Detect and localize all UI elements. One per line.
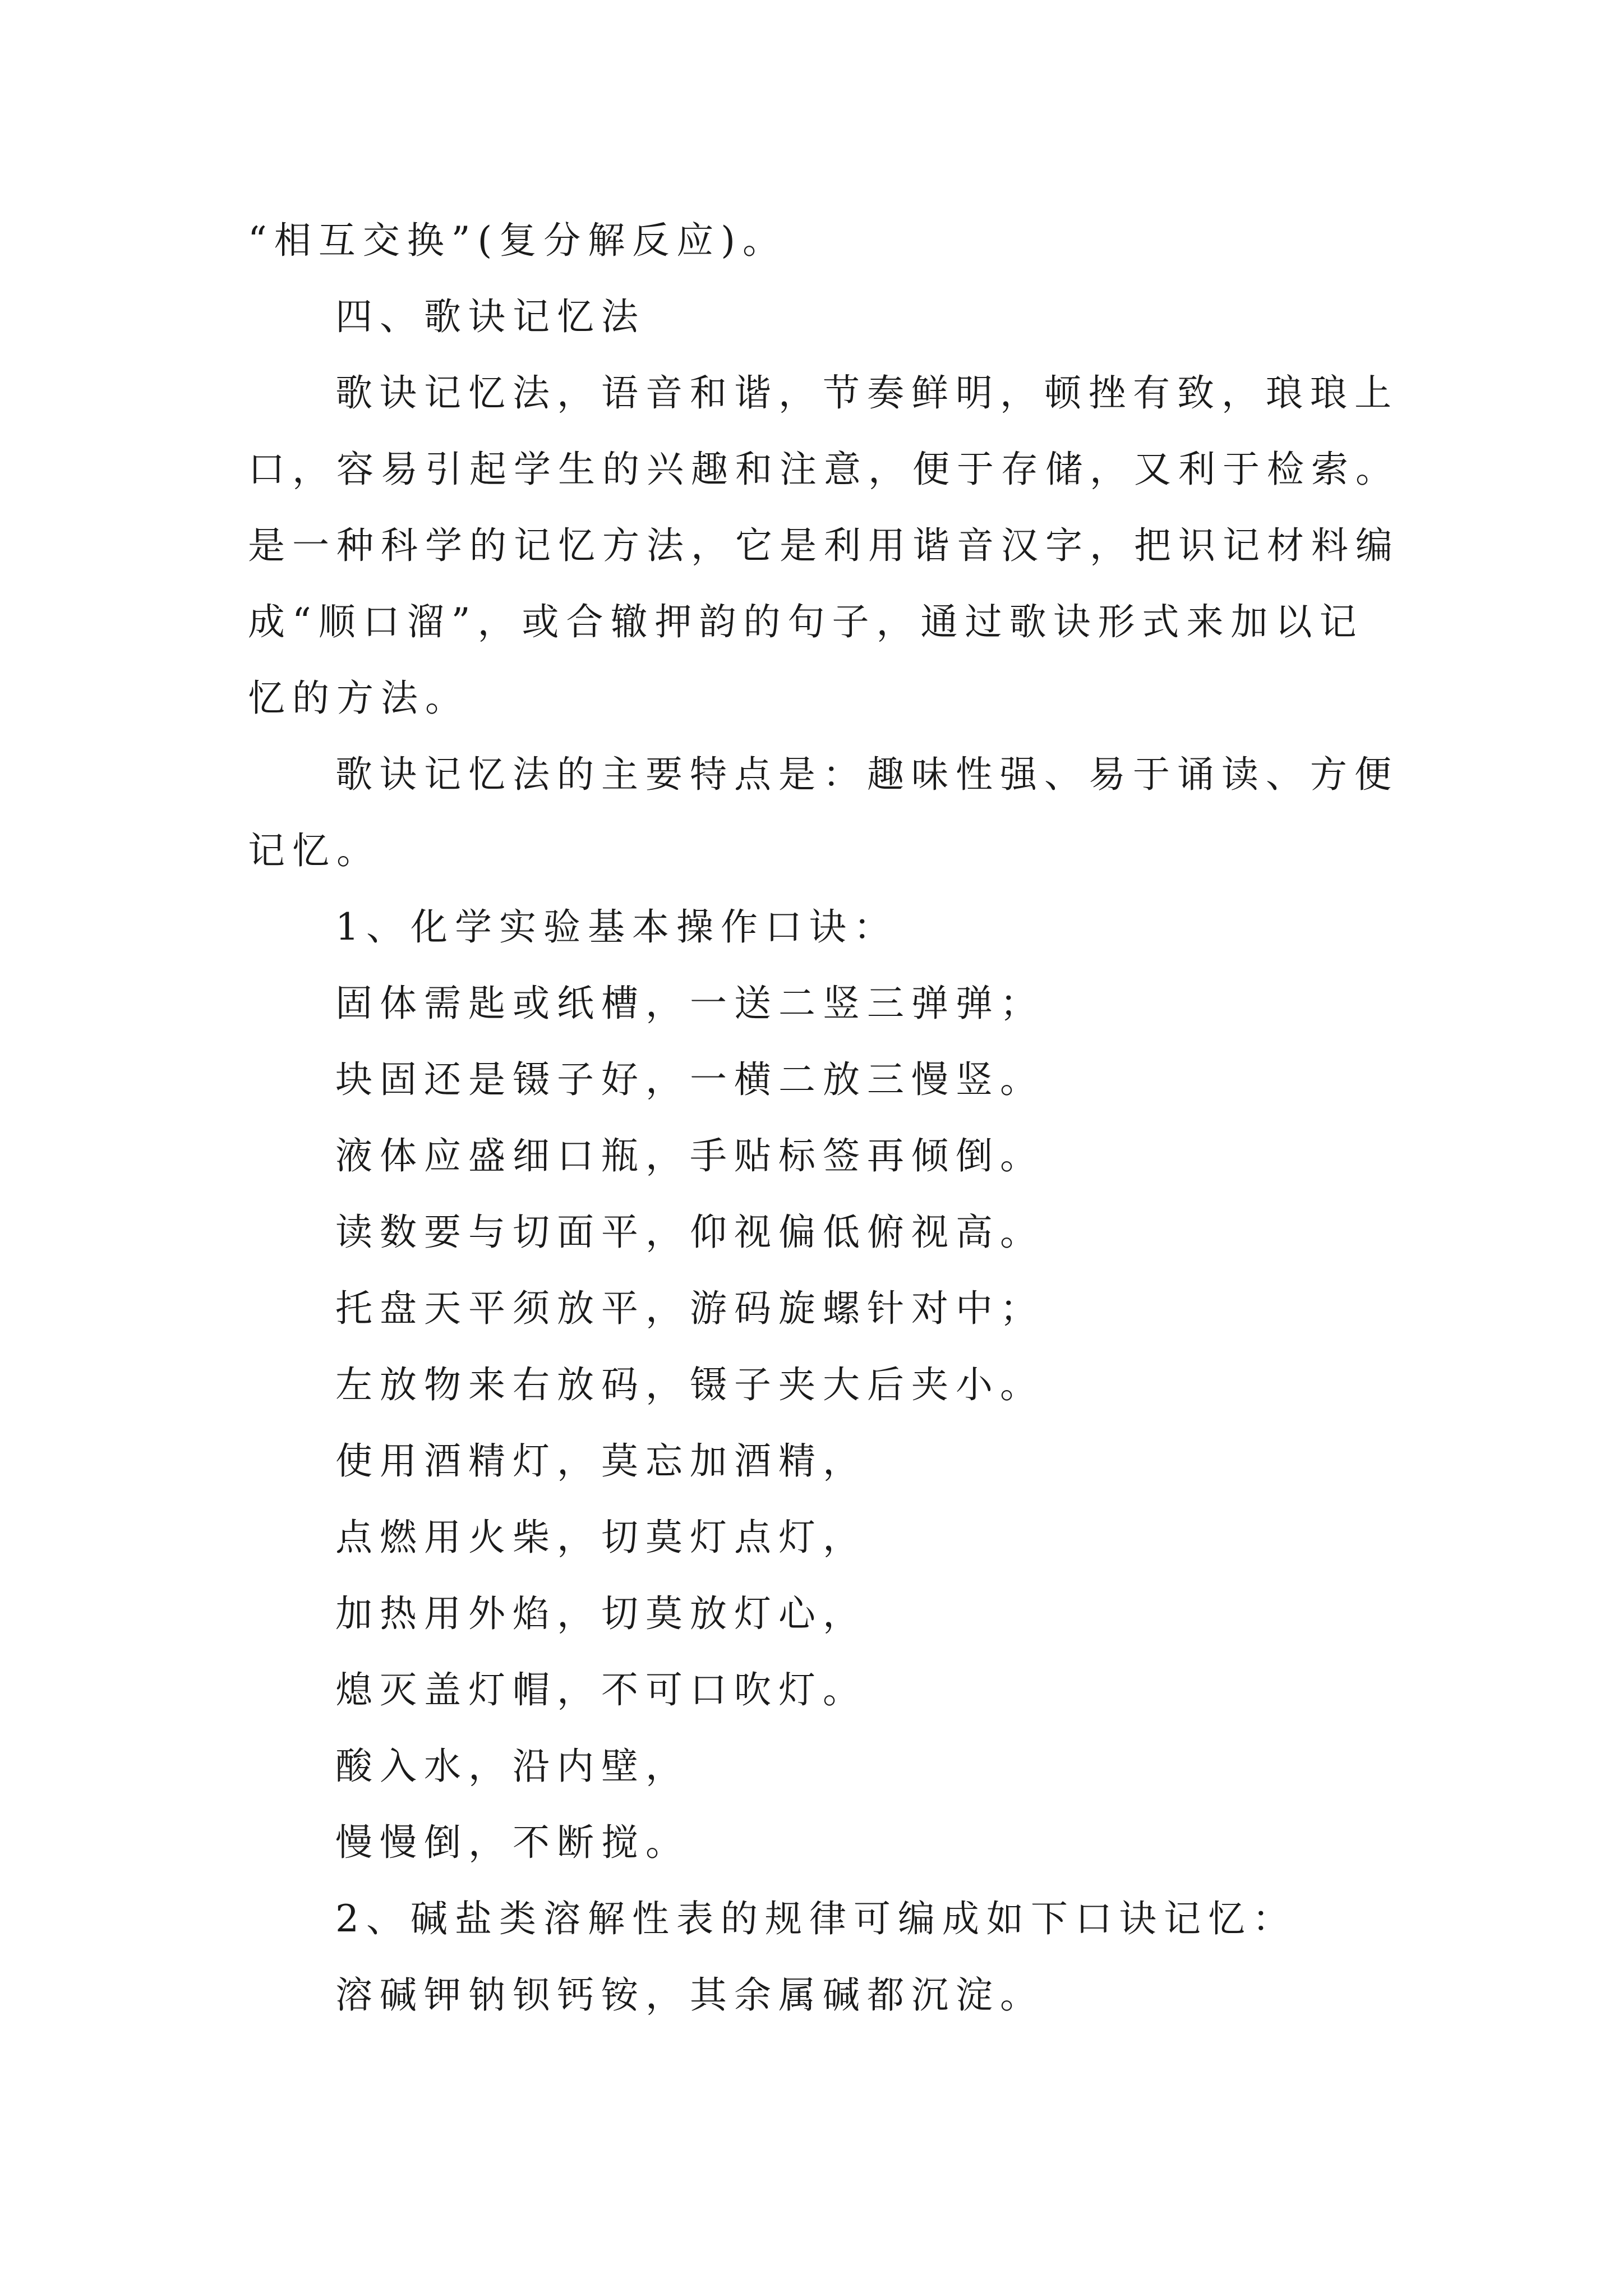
text-line-1: “相互交换”(复分解反应)。 [248,219,787,262]
verse-line-9: 加热用外焰，切莫放灯心， [335,1592,867,1635]
section-heading-4: 四、歌诀记忆法 [335,295,645,338]
verse-line-13: 溶碱钾钠钡钙铵，其余属碱都沉淀。 [335,1973,1044,2017]
text-line-7: 忆的方法。 [248,677,469,720]
subsection-heading-1: 1、化学实验基本操作口诀： [335,905,898,949]
verse-line-2: 块固还是镊子好，一横二放三慢竖。 [335,1058,1044,1101]
text-line-4: 口，容易引起学生的兴趣和注意，便于存储，又利于检索。 [248,448,1400,491]
verse-line-4: 读数要与切面平，仰视偏低俯视高。 [335,1211,1044,1254]
verse-line-10: 熄灭盖灯帽，不可口吹灯。 [335,1668,867,1711]
verse-line-8: 点燃用火柴，切莫灯点灯， [335,1516,867,1559]
verse-line-1: 固体需匙或纸槽，一送二竖三弹弹； [335,982,1044,1025]
verse-line-11: 酸入水，沿内壁， [335,1745,690,1788]
text-line-9: 记忆。 [248,829,381,872]
text-line-8: 歌诀记忆法的主要特点是：趣味性强、易于诵读、方便 [335,753,1399,796]
verse-line-7: 使用酒精灯，莫忘加酒精， [335,1439,867,1483]
text-line-6: 成“顺口溜”，或合辙押韵的句子，通过歌诀形式来加以记 [248,600,1364,643]
subsection-heading-2: 2、碱盐类溶解性表的规律可编成如下口诀记忆： [335,1897,1297,1940]
text-line-5: 是一种科学的记忆方法，它是利用谐音汉字，把识记材料编 [248,524,1400,567]
verse-line-3: 液体应盛细口瓶，手贴标签再倾倒。 [335,1134,1044,1177]
verse-line-12: 慢慢倒，不断搅。 [335,1821,690,1864]
verse-line-6: 左放物来右放码，镊子夹大后夹小。 [335,1363,1044,1406]
verse-line-5: 托盘天平须放平，游码旋螺针对中； [335,1287,1044,1330]
text-line-3: 歌诀记忆法，语音和谐，节奏鲜明，顿挫有致，琅琅上 [335,371,1399,415]
